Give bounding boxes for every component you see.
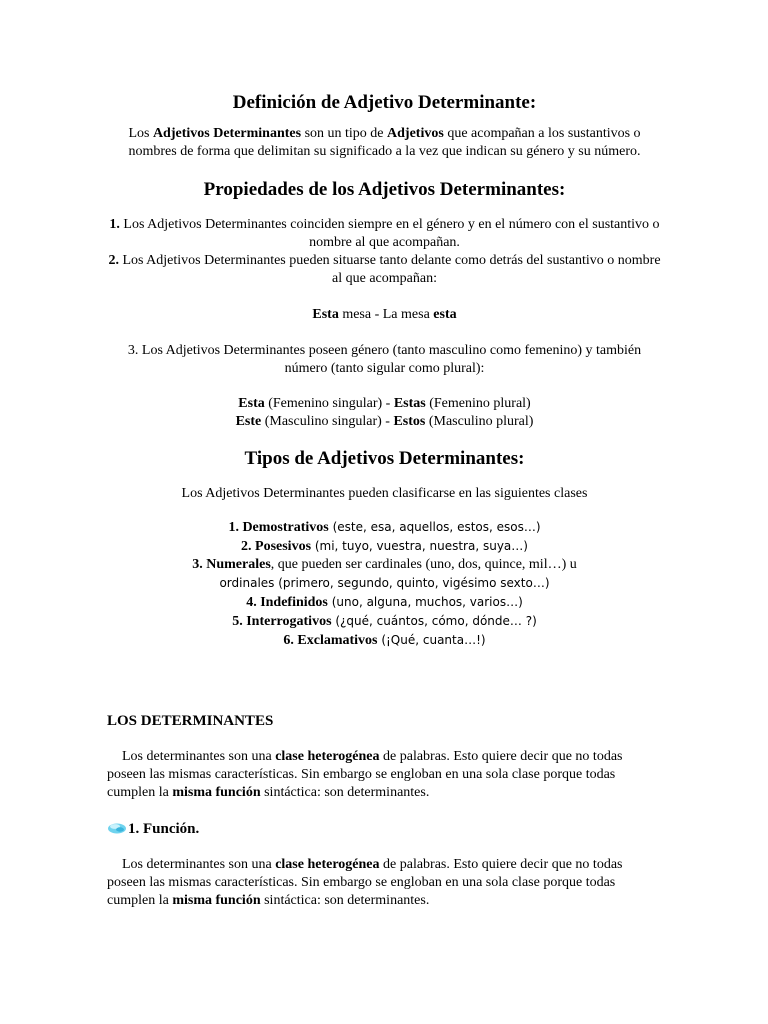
paragraph-bold: misma función: [172, 785, 261, 800]
property-1: [107, 216, 662, 252]
example-esta-mesa: [107, 306, 662, 324]
property-text: Los Adjetivos Determinantes pueden situarse tanto delante como detrás del sustantivo o nombre al que acompañan:: [118, 253, 661, 286]
property-number: 2.: [108, 253, 119, 268]
heading-propiedades: Propiedades de los Adjetivos Determinantes:: [203, 179, 566, 200]
heading-definicion: Definición de Adjetivo Determinante:: [232, 92, 537, 113]
definition-paragraph: [107, 125, 662, 161]
heading-tipos: Tipos de Adjetivos Determinantes:: [244, 448, 525, 469]
paragraph-text: Los determinantes son una: [122, 749, 276, 764]
paragraph-bold: clase heterogénea: [275, 857, 380, 872]
example-text: mesa - La mesa: [338, 307, 434, 322]
definition-bold-term: Adjetivos: [387, 126, 444, 141]
example-bold: Esta: [312, 307, 339, 322]
example-bold: Este: [235, 414, 262, 429]
property-3: 3. Los Adjetivos Determinantes poseen género (tanto masculino como femenino) y también número (tanto sigular como plural):: [127, 343, 642, 376]
example-bold: Esta: [238, 396, 265, 411]
paragraph-text: sintáctica: son determinantes.: [260, 785, 430, 800]
funcion-paragraph: [107, 856, 662, 910]
tipo-examples: (este, esa, aquellos, estos, esos…): [328, 520, 541, 534]
funcion-heading: [107, 820, 662, 838]
tipo-label: 1. Demostrativos: [228, 520, 329, 535]
definition-text: Los: [128, 126, 153, 141]
example-esta-estas: [107, 395, 662, 413]
tipo-posesivos: [107, 537, 662, 556]
example-text: (Masculino plural): [425, 414, 534, 429]
determinantes-paragraph: [107, 748, 662, 802]
tipo-examples: (mi, tuyo, vuestra, nuestra, suya…): [311, 539, 528, 553]
definition-text: son un tipo de: [301, 126, 388, 141]
paragraph-text: Los determinantes son una: [122, 857, 276, 872]
property-text: Los Adjetivos Determinantes coinciden siempre en el género y en el número con el sustantivo o nombre al que acompañan.: [119, 217, 660, 250]
example-bold: esta: [433, 307, 457, 322]
tipo-indefinidos: [107, 593, 662, 612]
tipo-label: 5. Interrogativos: [232, 614, 332, 629]
gem-icon: [107, 821, 127, 833]
section-title-determinantes: LOS DETERMINANTES: [107, 713, 274, 729]
tipos-intro: Los Adjetivos Determinantes pueden clasificarse en las siguientes clases: [181, 486, 588, 501]
tipo-examples: (uno, alguna, muchos, varios…): [327, 595, 523, 609]
paragraph-text: sintáctica: son determinantes.: [260, 893, 430, 908]
definition-bold-term: Adjetivos Determinantes: [152, 126, 302, 141]
tipo-label: 2. Posesivos: [241, 539, 312, 554]
tipo-label: 4. Indefinidos: [246, 595, 328, 610]
example-este-estos: [107, 413, 662, 431]
paragraph-bold: misma función: [172, 893, 261, 908]
tipo-label: 3. Numerales: [192, 557, 271, 572]
property-2: [107, 252, 662, 288]
example-text: (Femenino plural): [425, 396, 531, 411]
tipo-numerales: [107, 556, 662, 593]
paragraph-text: de palabras. Esto quiere decir que no todas poseen las mismas características. Sin embargo se engloban en una sola clase porque todas cumplen la: [107, 857, 623, 908]
definition-text: que acompañan a los sustantivos o nombres de forma que delimitan su significado a la vez que indican su género y su número.: [128, 126, 641, 159]
tipo-examples: (¿qué, cuántos, cómo, dónde… ?): [331, 614, 537, 628]
tipo-interrogativos: [107, 612, 662, 631]
example-text: (Femenino singular) -: [264, 396, 394, 411]
tipo-demostrativos: [107, 518, 662, 537]
example-bold: Estos: [393, 414, 426, 429]
paragraph-bold: clase heterogénea: [275, 749, 380, 764]
tipo-examples: ordinales (primero, segundo, quinto, vigésimo sexto…): [219, 576, 550, 590]
example-text: (Masculino singular) -: [261, 414, 394, 429]
tipo-examples: (¡Qué, cuanta…!): [377, 633, 486, 647]
funcion-title-text: 1. Función.: [128, 821, 200, 837]
paragraph-text: de palabras. Esto quiere decir que no todas poseen las mismas características. Sin embargo se engloban en una sola clase porque todas cumplen la: [107, 749, 623, 800]
document-content: [107, 92, 662, 910]
tipo-exclamativos: [107, 631, 662, 650]
tipo-text: , que pueden ser cardinales (uno, dos, quince, mil…) u: [270, 557, 577, 572]
tipo-label: 6. Exclamativos: [283, 633, 378, 648]
example-bold: Estas: [393, 396, 426, 411]
property-number: 1.: [109, 217, 120, 232]
